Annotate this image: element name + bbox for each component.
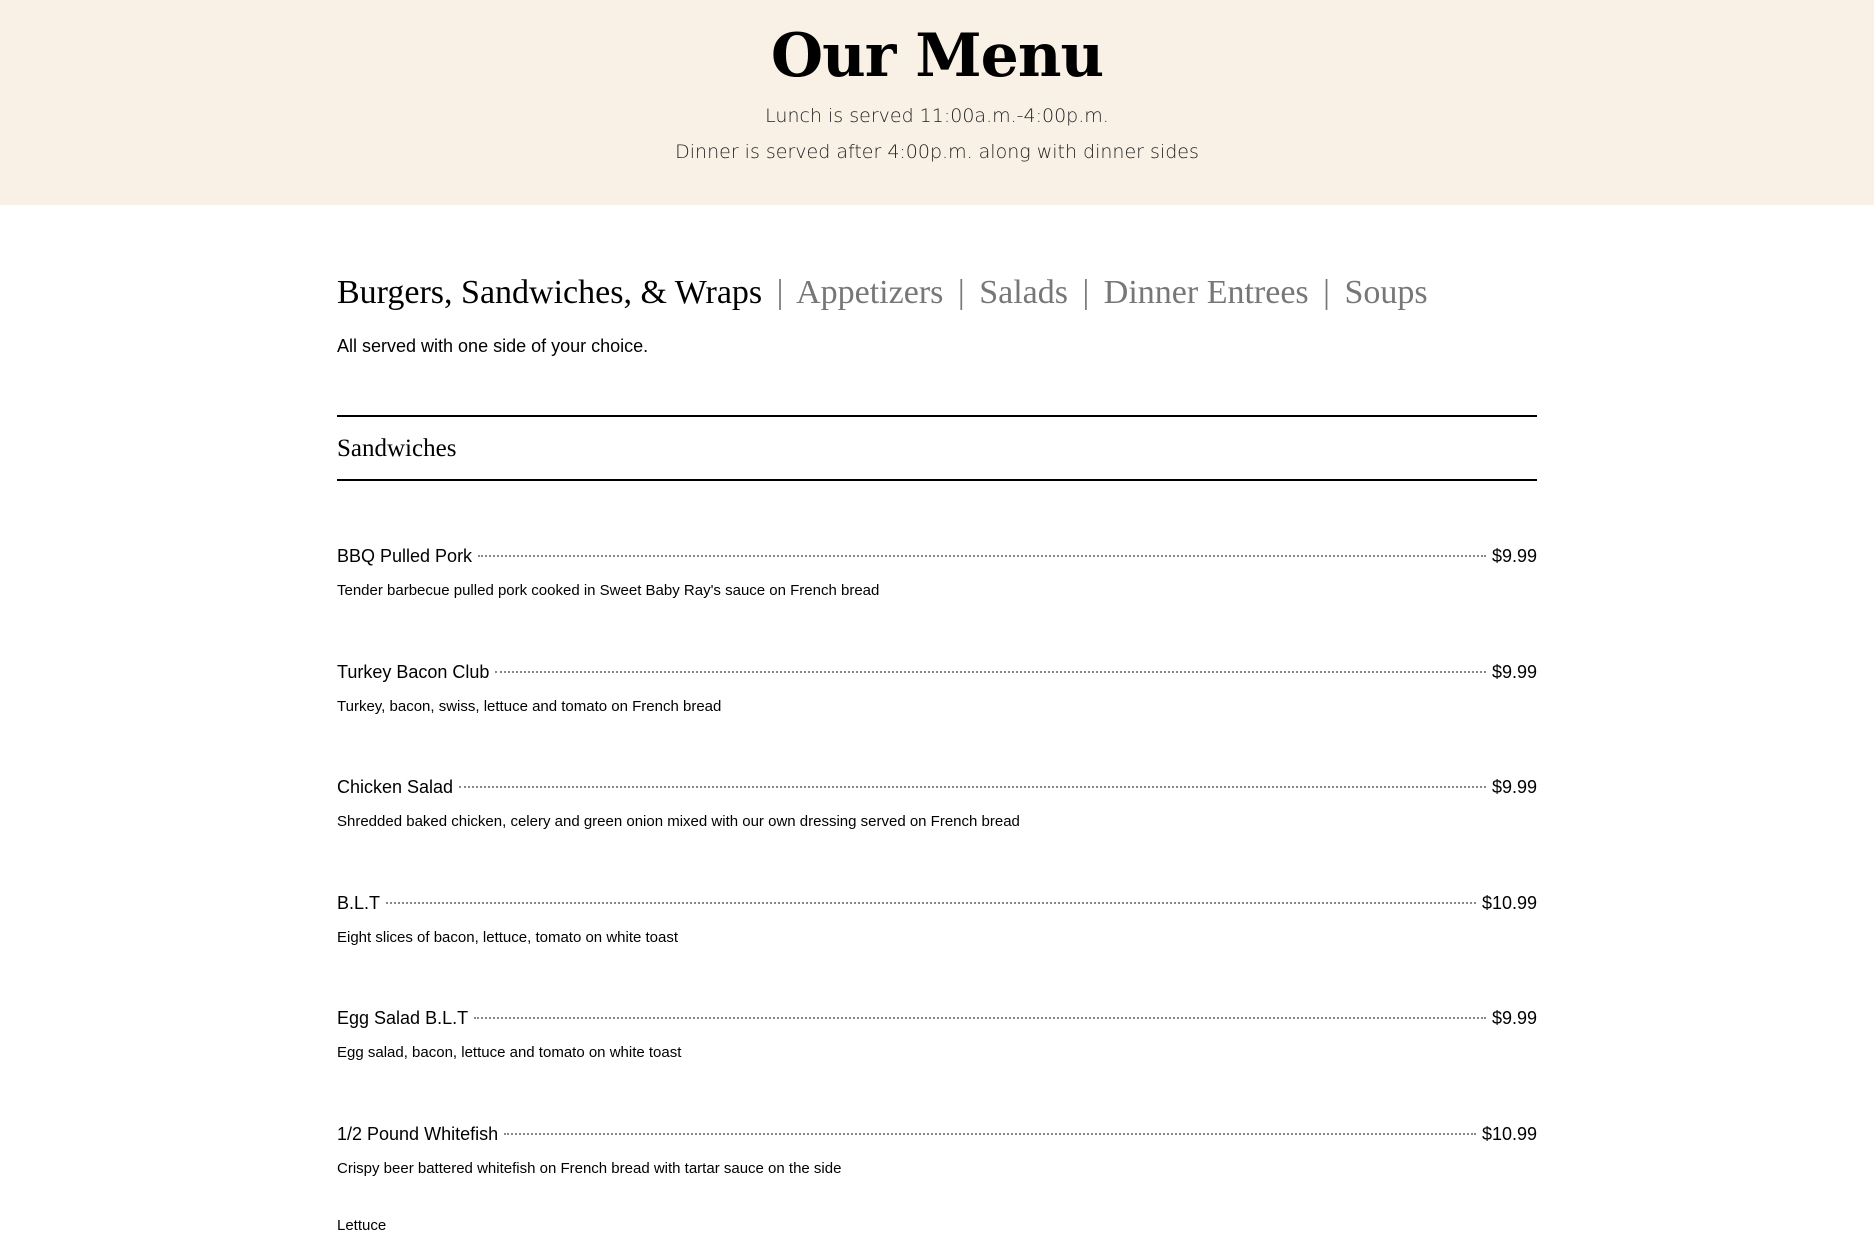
menu-item-description: Egg salad, bacon, lettuce and tomato on white toast <box>337 1044 682 1061</box>
menu-item <box>337 544 1537 660</box>
menu-item-extra-text: Lettuce <box>337 1217 387 1234</box>
dinner-hours-text: Dinner is served after 4:00p.m. along with dinner sides <box>675 141 1199 163</box>
dot-leader <box>478 555 1486 557</box>
page-title: Our Menu <box>770 21 1104 91</box>
section-title: Sandwiches <box>337 435 457 462</box>
menu-content <box>337 205 1537 1236</box>
menu-category-nav <box>337 270 1537 316</box>
menu-item <box>337 1006 1537 1122</box>
menu-item-name: BBQ Pulled Pork <box>337 546 473 566</box>
nav-separator: | <box>1323 274 1330 311</box>
menu-header <box>0 0 1874 205</box>
menu-item-description: Tender barbecue pulled pork cooked in Sweet Baby Ray's sauce on French bread <box>337 582 880 599</box>
dot-leader <box>459 786 1486 788</box>
menu-item-row <box>337 891 1537 915</box>
menu-item-name: Egg Salad B.L.T <box>337 1008 469 1028</box>
menu-item-row <box>337 775 1537 799</box>
menu-item <box>337 775 1537 891</box>
menu-item-list <box>337 544 1537 1236</box>
menu-item-price: $9.99 <box>1491 777 1537 797</box>
tab-appetizers[interactable]: Appetizers <box>796 274 944 311</box>
sides-note: All served with one side of your choice. <box>337 336 649 356</box>
tab-dinner-entrees[interactable]: Dinner Entrees <box>1103 274 1309 311</box>
menu-item-price: $10.99 <box>1481 1123 1537 1144</box>
menu-item-row <box>337 1122 1537 1146</box>
menu-item-name: Chicken Salad <box>337 777 454 797</box>
tab-salads[interactable]: Salads <box>979 274 1068 311</box>
menu-item-name: 1/2 Pound Whitefish <box>337 1123 499 1144</box>
tab-soups[interactable]: Soups <box>1344 274 1428 311</box>
dot-leader <box>386 902 1476 904</box>
menu-item-description: Eight slices of bacon, lettuce, tomato on white toast <box>337 928 679 946</box>
menu-item-price: $9.99 <box>1491 1008 1537 1028</box>
menu-item-row <box>337 1006 1537 1030</box>
menu-item <box>337 891 1537 1007</box>
menu-item-description: Shredded baked chicken, celery and green onion mixed with our own dressing served on French bread <box>337 813 1020 830</box>
menu-item-description: Crispy beer battered whitefish on French bread with tartar sauce on the side <box>337 1159 842 1177</box>
menu-item-description: Turkey, bacon, swiss, lettuce and tomato on French bread <box>337 697 722 715</box>
lunch-hours-text: Lunch is served 11:00a.m.-4:00p.m. <box>765 105 1109 127</box>
menu-item-row <box>337 660 1537 684</box>
menu-item-price: $9.99 <box>1491 546 1537 566</box>
menu-item-price: $9.99 <box>1491 661 1537 682</box>
nav-separator: | <box>957 274 965 311</box>
menu-item-row <box>337 544 1537 568</box>
dot-leader <box>495 671 1486 673</box>
dot-leader <box>474 1017 1486 1019</box>
nav-separator: | <box>776 274 784 311</box>
dot-leader <box>504 1133 1476 1135</box>
menu-item <box>337 660 1537 776</box>
nav-separator: | <box>1082 274 1090 311</box>
menu-item-price: $10.99 <box>1481 892 1537 913</box>
menu-item-name: Turkey Bacon Club <box>337 661 490 682</box>
section-header <box>337 415 1537 481</box>
tab-burgers-sandwiches-wraps[interactable]: Burgers, Sandwiches, & Wraps <box>337 274 763 311</box>
menu-item-name: B.L.T <box>337 892 381 913</box>
